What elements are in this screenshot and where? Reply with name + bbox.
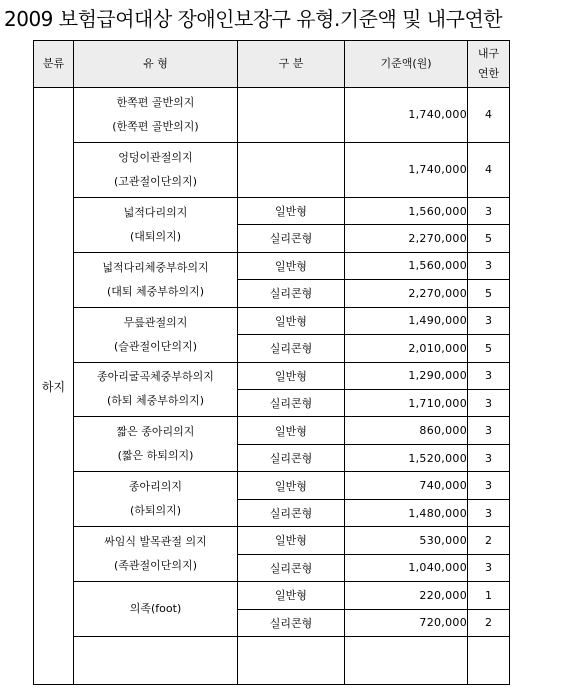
device-type-alias: (하퇴의지) bbox=[129, 504, 182, 518]
device-type-alias: (대퇴의지) bbox=[129, 229, 182, 243]
lifespan-cell: 5 bbox=[468, 335, 510, 362]
lifespan-cell: 3 bbox=[468, 417, 510, 444]
header-amount: 기준액(원) bbox=[345, 41, 468, 88]
header-category: 분류 bbox=[34, 41, 74, 88]
division-cell-empty bbox=[238, 637, 345, 685]
lifespan-cell: 3 bbox=[468, 252, 510, 279]
device-type-name: 넓적다리의지 bbox=[123, 205, 188, 219]
lifespan-cell: 5 bbox=[468, 280, 510, 307]
table-row-empty bbox=[34, 637, 510, 685]
device-type-alias: (짧은 하퇴의지) bbox=[117, 449, 194, 463]
device-type-cell bbox=[74, 142, 238, 197]
division-cell: 일반형 bbox=[238, 527, 345, 554]
device-type-cell bbox=[74, 582, 238, 637]
division-cell: 일반형 bbox=[238, 197, 345, 224]
lifespan-cell-empty bbox=[468, 637, 510, 685]
division-cell: 실리콘형 bbox=[238, 335, 345, 362]
device-type-alias: (한쪽편 골반의지) bbox=[112, 119, 199, 133]
amount-cell: 1,040,000 bbox=[345, 554, 468, 581]
amount-cell: 2,010,000 bbox=[345, 335, 468, 362]
table-row bbox=[34, 252, 510, 279]
device-type-alias: (족관절이단의지) bbox=[114, 559, 197, 573]
division-cell: 일반형 bbox=[238, 362, 345, 389]
division-cell bbox=[238, 88, 345, 143]
division-cell bbox=[238, 142, 345, 197]
lifespan-cell: 3 bbox=[468, 444, 510, 471]
amount-cell: 220,000 bbox=[345, 582, 468, 609]
table-row bbox=[34, 142, 510, 169]
device-type-cell bbox=[74, 252, 238, 307]
header-lifespan-line2: 연한 bbox=[477, 67, 500, 80]
device-type-name: 종아리굴곡체중부하의지 bbox=[97, 370, 214, 384]
division-cell: 실리콘형 bbox=[238, 444, 345, 471]
amount-cell: 1,560,000 bbox=[345, 252, 468, 279]
division-cell: 실리콘형 bbox=[238, 609, 345, 636]
device-type-alias: (하퇴 체중부하의지) bbox=[106, 394, 205, 408]
device-type-name: 의족(foot) bbox=[129, 602, 182, 616]
device-type-cell bbox=[74, 88, 238, 143]
device-type-alias: (대퇴 체중부하의지) bbox=[106, 284, 205, 298]
table-row bbox=[34, 197, 510, 224]
amount-cell: 1,740,000 bbox=[345, 88, 468, 143]
table-row bbox=[34, 307, 510, 334]
device-type-cell bbox=[74, 362, 238, 417]
lifespan-cell: 1 bbox=[468, 582, 510, 609]
lifespan-cell: 3 bbox=[468, 472, 510, 499]
table-row bbox=[34, 417, 510, 444]
device-type-cell bbox=[74, 417, 238, 472]
lifespan-cell: 4 bbox=[468, 88, 510, 143]
table-row bbox=[34, 582, 510, 609]
division-cell: 일반형 bbox=[238, 417, 345, 444]
device-type-cell bbox=[74, 472, 238, 527]
amount-cell-empty bbox=[345, 637, 468, 685]
device-type-name: 한쪽편 골반의지 bbox=[116, 95, 195, 109]
lifespan-cell: 2 bbox=[468, 527, 510, 554]
device-type-name: 넓적다리체중부하의지 bbox=[102, 260, 209, 274]
division-cell: 일반형 bbox=[238, 582, 345, 609]
device-type-alias: (슬관절이단의지) bbox=[114, 339, 197, 353]
division-cell: 실리콘형 bbox=[238, 280, 345, 307]
lifespan-cell: 5 bbox=[468, 225, 510, 252]
table-header-row bbox=[34, 41, 510, 88]
device-type-alias: (고관절이단의지) bbox=[114, 174, 197, 188]
lifespan-cell: 3 bbox=[468, 197, 510, 224]
table-row bbox=[34, 362, 510, 389]
amount-cell: 1,520,000 bbox=[345, 444, 468, 471]
lifespan-cell: 4 bbox=[468, 142, 510, 197]
device-type-name: 무릎관절의지 bbox=[123, 315, 188, 329]
header-type: 유 형 bbox=[74, 41, 238, 88]
amount-cell: 860,000 bbox=[345, 417, 468, 444]
division-cell: 일반형 bbox=[238, 472, 345, 499]
amount-cell: 1,490,000 bbox=[345, 307, 468, 334]
page-title bbox=[0, 2, 562, 36]
amount-cell: 1,740,000 bbox=[345, 142, 468, 197]
division-cell: 실리콘형 bbox=[238, 389, 345, 416]
division-cell: 일반형 bbox=[238, 252, 345, 279]
header-lifespan bbox=[468, 41, 510, 88]
division-cell: 실리콘형 bbox=[238, 225, 345, 252]
device-type-name: 엉덩이관절의지 bbox=[118, 150, 193, 164]
amount-cell: 1,480,000 bbox=[345, 499, 468, 526]
amount-cell: 2,270,000 bbox=[345, 280, 468, 307]
table-body bbox=[34, 88, 510, 685]
lifespan-cell: 3 bbox=[468, 554, 510, 581]
amount-cell: 2,270,000 bbox=[345, 225, 468, 252]
lifespan-cell: 3 bbox=[468, 389, 510, 416]
device-type-cell bbox=[74, 307, 238, 362]
amount-cell: 1,290,000 bbox=[345, 362, 468, 389]
lifespan-cell: 3 bbox=[468, 362, 510, 389]
assistive-device-table bbox=[33, 40, 510, 685]
lifespan-cell: 3 bbox=[468, 307, 510, 334]
lifespan-cell: 3 bbox=[468, 499, 510, 526]
lifespan-cell: 2 bbox=[468, 609, 510, 636]
table-row bbox=[34, 472, 510, 499]
page-title-text: 2009 보험급여대상 장애인보장구 유형.기준액 및 내구연한 bbox=[4, 7, 503, 31]
table-row bbox=[34, 527, 510, 554]
amount-cell: 530,000 bbox=[345, 527, 468, 554]
device-type-cell-empty bbox=[74, 637, 238, 685]
device-type-cell bbox=[74, 527, 238, 582]
device-type-name: 종아리의지 bbox=[128, 480, 183, 494]
device-type-name: 짧은 종아리의지 bbox=[116, 425, 195, 439]
division-cell: 실리콘형 bbox=[238, 554, 345, 581]
amount-cell: 720,000 bbox=[345, 609, 468, 636]
division-cell: 실리콘형 bbox=[238, 499, 345, 526]
device-type-cell bbox=[74, 197, 238, 252]
amount-cell: 740,000 bbox=[345, 472, 468, 499]
header-lifespan-line1: 내구 bbox=[477, 47, 500, 60]
header-division: 구 분 bbox=[238, 41, 345, 88]
amount-cell: 1,560,000 bbox=[345, 197, 468, 224]
device-type-name: 싸임식 발목관절 의지 bbox=[104, 535, 207, 549]
amount-cell: 1,710,000 bbox=[345, 389, 468, 416]
category-cell: 하지 bbox=[34, 88, 74, 685]
division-cell: 일반형 bbox=[238, 307, 345, 334]
table-row bbox=[34, 88, 510, 115]
